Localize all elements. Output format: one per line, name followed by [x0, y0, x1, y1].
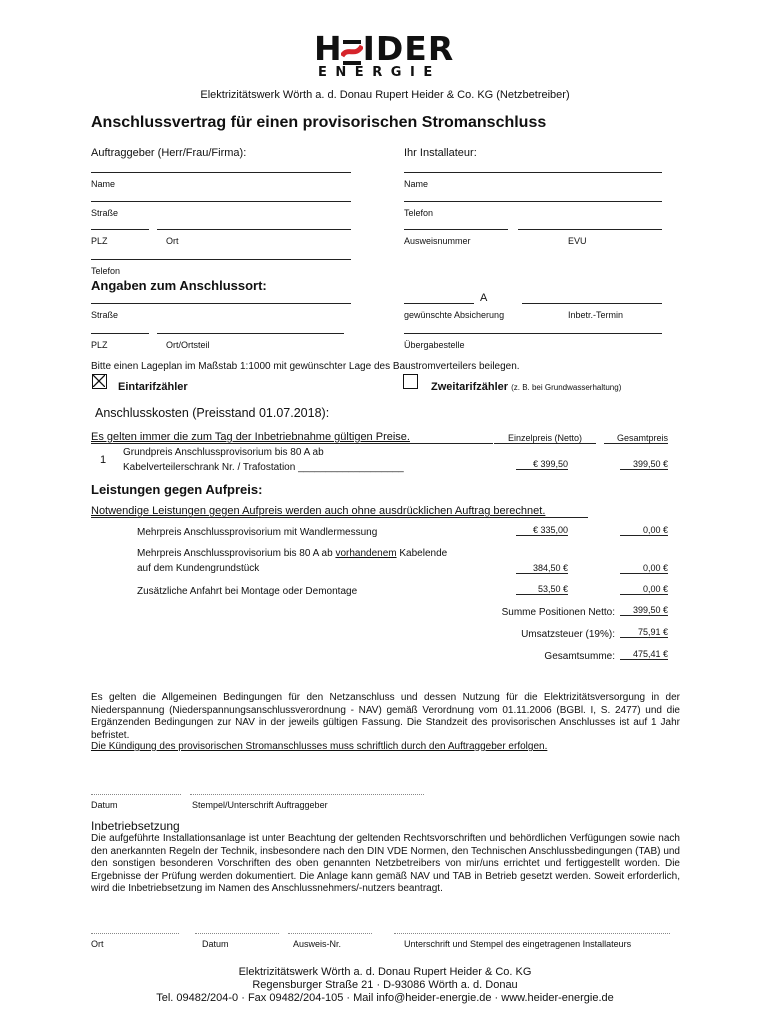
client-ort-label: Ort	[166, 236, 179, 246]
extras-note	[91, 505, 588, 518]
total-label: Gesamtsumme:	[544, 651, 615, 662]
checkmark-x-icon	[93, 375, 105, 387]
commissioning-text: Die aufgeführte Installationsanlage ist unter Beachtung der geltenden Rechtsvorschriften und behördlichen Verfügungen sowie nach den anerkannten Regeln der Technik, insbesondere nach den DIN VDE Normen, den Technischen Anschlussbedingungen (TAB) und den sonstigen besonderen Vorschriften des oben genannten Netzbetreibers von mir/uns errichtet und fertiggestellt worden. Die Ergebnisse der Prüfung werden dokumentiert. Die Anlage kann gemäß NAV und TAB in Betrieb gesetzt werden. Soweit erforderlich, wird die Inbetriebsetzung im Namen des Anschlussnehmers/-nutzers beantragt.	[91, 833, 680, 894]
logo	[314, 29, 459, 82]
extra-item2-total-text: 0,00 €	[642, 563, 668, 573]
total-value-text: 475,41 €	[632, 649, 668, 659]
installer-heading: Ihr Installateur:	[404, 147, 477, 159]
site-plz-label: PLZ	[91, 340, 108, 350]
site-date-label: Inbetr.-Termin	[568, 310, 624, 320]
sig2-stamp-label: Unterschrift und Stempel des eingetragenen Installateurs	[404, 939, 632, 949]
extras-note-text: Notwendige Leistungen gegen Aufpreis werden auch ohne ausdrücklichen Auftrag berechnet.	[91, 505, 546, 517]
extra-item3-label: Zusätzliche Anfahrt bei Montage oder Demontage	[137, 586, 358, 597]
client-plz-line	[91, 229, 149, 230]
dual-tariff-name: Zweitarifzähler	[431, 381, 509, 393]
row1-line1: Grundpreis Anschlussprovisorium bis 80 A ab	[123, 447, 324, 458]
dual-tariff-label	[431, 381, 621, 393]
commissioning-heading: Inbetriebsetzung	[91, 819, 180, 833]
extra-item1-unit	[516, 525, 568, 536]
site-heading: Angaben zum Anschlussort:	[91, 278, 267, 293]
extra-item2-line1-c: Kabelende	[396, 548, 448, 559]
client-phone-label: Telefon	[91, 266, 121, 276]
site-date-line	[522, 303, 662, 304]
installer-name-line	[404, 172, 662, 173]
row1-total-price-text: 399,50 €	[632, 459, 668, 469]
col-total-header-text: Gesamtpreis	[616, 433, 668, 443]
costs-note-text: Es gelten immer die zum Tag der Inbetriebnahme gültigen Preise.	[91, 431, 410, 443]
dual-tariff-checkbox[interactable]	[403, 374, 418, 389]
row1-line2: Kabelverteilerschrank Nr. / Trafostation ___________________	[123, 462, 404, 473]
extras-heading: Leistungen gegen Aufpreis:	[91, 482, 263, 497]
extra-item2-line2: auf dem Kundengrundstück	[137, 563, 260, 574]
client-phone-line	[91, 259, 351, 260]
site-handover-line	[404, 333, 662, 334]
vat-value-text: 75,91 €	[637, 627, 668, 637]
sig2-ort-line	[91, 933, 179, 934]
dual-tariff-note: (z. B. bei Grundwasserhaltung)	[511, 383, 622, 392]
site-fuse-line	[404, 303, 474, 304]
sig1-stamp-label: Stempel/Unterschrift Auftraggeber	[192, 800, 328, 810]
row1-unit-price-text: € 399,50	[532, 459, 568, 469]
col-unit-header-text: Einzelpreis (Netto)	[507, 433, 583, 443]
total-value	[620, 649, 668, 660]
site-street-label: Straße	[91, 310, 119, 320]
costs-heading: Anschlusskosten (Preisstand 01.07.2018):	[95, 406, 330, 420]
installer-id-line	[404, 229, 508, 230]
sum-net-value-text: 399,50 €	[632, 605, 668, 615]
installer-name-label: Name	[404, 179, 429, 189]
installer-id-label: Ausweisnummer	[404, 236, 471, 246]
site-amp-unit: A	[480, 292, 488, 304]
terms-cancel: Die Kündigung des provisorischen Stromanschlusses muss schriftlich durch den Auftraggeber erfolgen.	[91, 741, 548, 752]
sig2-date-label: Datum	[202, 939, 229, 949]
extra-item3-total	[620, 584, 668, 595]
sig2-id-label: Ausweis-Nr.	[293, 939, 342, 949]
logo-letter-h: H	[314, 29, 343, 68]
client-name-label: Name	[91, 179, 116, 189]
sum-net-value	[620, 605, 668, 616]
page-title: Anschlussvertrag für einen provisorischen Stromanschluss	[91, 114, 547, 131]
site-instruction: Bitte einen Lageplan im Maßstab 1:1000 mit gewünschter Lage des Baustromverteilers beilegen.	[91, 361, 520, 372]
logo-letters-ider: IDER	[362, 29, 455, 68]
extra-item3-unit	[516, 584, 568, 595]
sum-net-label: Summe Positionen Netto:	[501, 607, 615, 618]
installer-evu-label: EVU	[568, 236, 587, 246]
site-ort-label: Ort/Ortsteil	[166, 340, 210, 350]
single-tariff-checkbox[interactable]	[92, 374, 107, 389]
extra-item1-total	[620, 525, 668, 536]
site-plz-line	[91, 333, 149, 334]
row1-unit-price	[516, 459, 568, 470]
site-fuse-label: gewünschte Absicherung	[404, 310, 505, 320]
extra-item2-unit-text: 384,50 €	[532, 563, 568, 573]
client-name-line	[91, 172, 351, 173]
sig2-date-line	[195, 933, 279, 934]
vat-label: Umsatzsteuer (19%):	[521, 629, 615, 640]
footer-line2: Regensburger Straße 21 · D-93086 Wörth a. d. Donau	[252, 979, 518, 991]
sig1-date-label: Datum	[91, 800, 118, 810]
company-line: Elektrizitätswerk Wörth a. d. Donau Rupert Heider & Co. KG (Netzbetreiber)	[200, 89, 570, 101]
installer-phone-label: Telefon	[404, 208, 434, 218]
row1-total-price	[620, 459, 668, 470]
extra-item1-label: Mehrpreis Anschlussprovisorium mit Wandlermessung	[137, 527, 378, 538]
client-heading: Auftraggeber (Herr/Frau/Firma):	[91, 147, 247, 159]
extra-item2-line1-a: Mehrpreis Anschlussprovisorium bis 80 A ab	[137, 548, 336, 559]
row1-number: 1	[100, 454, 107, 466]
site-handover-label: Übergabestelle	[404, 340, 465, 350]
terms-text: Es gelten die Allgemeinen Bedingungen für den Netzanschluss und dessen Nutzung für die Elektrizitätsversorgung in der Niederspannung (Niederspannungsanschlussverordnung - NAV) gemäß Verordnung vom 01.11.2006 (BGBl. I, S. 2477) und die Ergänzenden Bedingungen zur NAV in der jeweils gültigen Fassung. Die Standzeit des provisorischen Anschlusses ist auf 1 Jahr befristet.	[91, 692, 680, 741]
installer-phone-line	[404, 201, 662, 202]
sig2-ort-label: Ort	[91, 939, 104, 949]
costs-note	[91, 431, 493, 444]
client-plz-label: PLZ	[91, 236, 108, 246]
extra-item2-total	[620, 563, 668, 574]
site-street-line	[91, 303, 351, 304]
logo-energie: E N E R G I E	[318, 65, 435, 80]
footer-line1: Elektrizitätswerk Wörth a. d. Donau Rupert Heider & Co. KG	[238, 966, 532, 978]
extra-item1-unit-text: € 335,00	[532, 525, 568, 535]
extra-item1-total-text: 0,00 €	[642, 525, 668, 535]
single-tariff-label: Eintarifzähler	[118, 381, 188, 393]
vat-value	[620, 627, 668, 638]
sig2-id-line	[288, 933, 372, 934]
sig2-stamp-line	[394, 933, 670, 934]
footer-line3: Tel. 09482/204-0 · Fax 09482/204-105 · Mail info@heider-energie.de · www.heider-energie.de	[156, 992, 614, 1004]
client-ort-line	[157, 229, 351, 230]
extra-item2-unit	[516, 563, 568, 574]
extra-item2-line1	[137, 548, 447, 559]
installer-evu-line	[518, 229, 662, 230]
sig1-stamp-line	[190, 794, 424, 795]
extra-item2-line1-b: vorhandenem	[335, 548, 397, 559]
sig1-date-line	[91, 794, 181, 795]
client-street-label: Straße	[91, 208, 119, 218]
col-total-header	[604, 433, 668, 444]
extra-item3-total-text: 0,00 €	[642, 584, 668, 594]
client-street-line	[91, 201, 351, 202]
extra-item3-unit-text: 53,50 €	[537, 584, 568, 594]
col-unit-header	[494, 433, 596, 444]
site-ort-line	[157, 333, 344, 334]
